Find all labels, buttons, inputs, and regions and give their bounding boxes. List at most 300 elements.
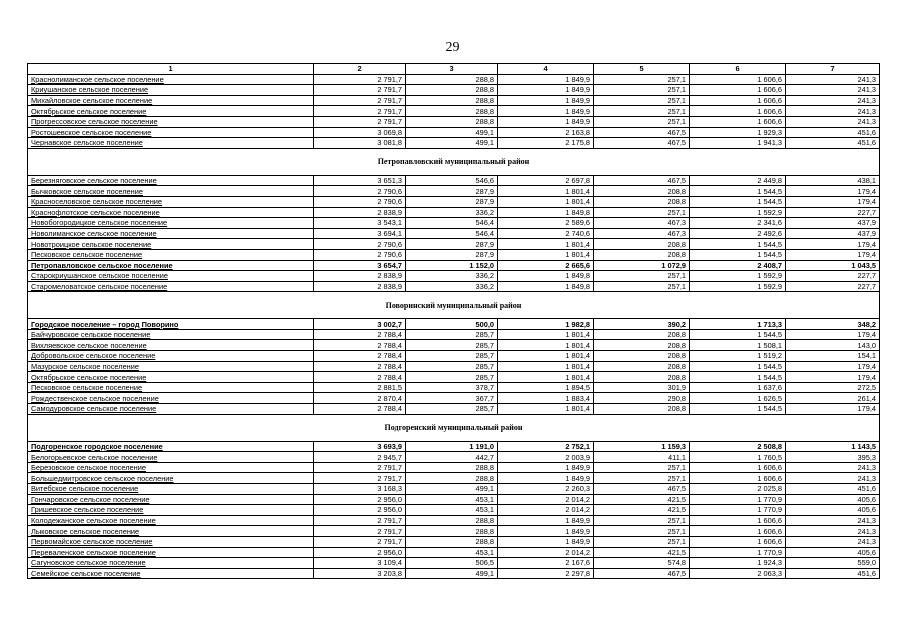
value-cell: 288,8 [406, 515, 498, 526]
value-cell: 241,3 [786, 74, 880, 85]
value-cell: 411,1 [594, 452, 690, 463]
value-cell: 467,3 [594, 218, 690, 229]
value-cell: 154,1 [786, 351, 880, 362]
table-row [28, 319, 880, 330]
value-cell: 2 014,2 [498, 505, 594, 516]
value-cell: 2 788,4 [314, 340, 406, 351]
value-cell: 1 544,5 [690, 239, 786, 250]
value-cell: 1 849,9 [498, 515, 594, 526]
value-cell: 1 801,4 [498, 404, 594, 415]
value-cell: 546,4 [406, 218, 498, 229]
value-cell: 2 492,6 [690, 228, 786, 239]
value-cell: 2 752,1 [498, 441, 594, 452]
value-cell: 1 592,9 [690, 271, 786, 282]
value-cell: 2 063,3 [690, 568, 786, 579]
value-cell: 288,8 [406, 526, 498, 537]
district-title: Подгоренский муниципальный район [28, 414, 880, 441]
settlement-name-cell: Добровольское сельское поселение [28, 351, 314, 362]
value-cell: 179,4 [786, 196, 880, 207]
value-cell: 2 790,6 [314, 249, 406, 260]
settlement-name-cell: Чернавское сельское поселение [28, 138, 314, 149]
value-cell: 257,1 [594, 271, 690, 282]
value-cell: 1 159,3 [594, 441, 690, 452]
value-cell: 2 791,7 [314, 462, 406, 473]
table-row [28, 515, 880, 526]
district-title: Поворинский муниципальный район [28, 292, 880, 319]
value-cell: 1 606,6 [690, 462, 786, 473]
value-cell: 1 883,4 [498, 393, 594, 404]
column-header: 4 [498, 64, 594, 75]
value-cell: 467,5 [594, 127, 690, 138]
value-cell: 442,7 [406, 452, 498, 463]
table-row [28, 138, 880, 149]
value-cell: 2 791,7 [314, 74, 406, 85]
value-cell: 559,0 [786, 558, 880, 569]
value-cell: 499,1 [406, 484, 498, 495]
table-row [28, 95, 880, 106]
column-number-header-row [28, 64, 880, 75]
value-cell: 208,8 [594, 340, 690, 351]
value-cell: 2 014,2 [498, 494, 594, 505]
table-row [28, 351, 880, 362]
value-cell: 241,3 [786, 536, 880, 547]
table-row [28, 393, 880, 404]
value-cell: 1 982,8 [498, 319, 594, 330]
value-cell: 179,4 [786, 249, 880, 260]
value-cell: 288,8 [406, 106, 498, 117]
value-cell: 451,6 [786, 568, 880, 579]
district-section-row [28, 414, 880, 441]
value-cell: 285,7 [406, 372, 498, 383]
value-cell: 1 801,4 [498, 372, 594, 383]
value-cell: 288,8 [406, 74, 498, 85]
value-cell: 2 838,9 [314, 271, 406, 282]
value-cell: 241,3 [786, 526, 880, 537]
value-cell: 437,9 [786, 228, 880, 239]
value-cell: 467,5 [594, 175, 690, 186]
table-row [28, 505, 880, 516]
value-cell: 437,9 [786, 218, 880, 229]
value-cell: 288,8 [406, 85, 498, 96]
value-cell: 241,3 [786, 95, 880, 106]
value-cell: 3 654,7 [314, 260, 406, 271]
value-cell: 1 770,9 [690, 505, 786, 516]
settlement-name-cell: Вихляевское сельское поселение [28, 340, 314, 351]
settlement-name-cell: Октябрьское сельское поселение [28, 106, 314, 117]
page-number: 29 [445, 40, 460, 55]
value-cell: 1 143,5 [786, 441, 880, 452]
settlement-name-cell: Прогрессовское сельское поселение [28, 116, 314, 127]
settlement-name-cell: Новобогородицкое сельское поселение [28, 218, 314, 229]
value-cell: 2 870,4 [314, 393, 406, 404]
value-cell: 2 838,9 [314, 207, 406, 218]
table-body [28, 74, 880, 579]
value-cell: 287,9 [406, 239, 498, 250]
table-row [28, 106, 880, 117]
value-cell: 2 508,8 [690, 441, 786, 452]
settlement-name-cell: Витебское сельское поселение [28, 484, 314, 495]
value-cell: 288,8 [406, 473, 498, 484]
value-cell: 179,4 [786, 361, 880, 372]
settlement-name-cell: Октябрьское сельское поселение [28, 372, 314, 383]
value-cell: 227,7 [786, 207, 880, 218]
table-row [28, 329, 880, 340]
settlement-name-cell: Подгоренское городское поселение [28, 441, 314, 452]
value-cell: 367,7 [406, 393, 498, 404]
value-cell: 257,1 [594, 462, 690, 473]
value-cell: 405,6 [786, 547, 880, 558]
table-row [28, 186, 880, 197]
value-cell: 1 801,4 [498, 329, 594, 340]
value-cell: 2 740,6 [498, 228, 594, 239]
settlement-name-cell: Рождественское сельское поселение [28, 393, 314, 404]
value-cell: 1 544,5 [690, 249, 786, 260]
table-row [28, 462, 880, 473]
table-row [28, 452, 880, 463]
value-cell: 1 713,3 [690, 319, 786, 330]
value-cell: 506,5 [406, 558, 498, 569]
settlement-name-cell: Белогорьевское сельское поселение [28, 452, 314, 463]
table-row [28, 239, 880, 250]
value-cell: 2 175,8 [498, 138, 594, 149]
value-cell: 1 606,6 [690, 473, 786, 484]
column-header: 2 [314, 64, 406, 75]
table-row [28, 218, 880, 229]
value-cell: 1 801,4 [498, 361, 594, 372]
value-cell: 421,5 [594, 505, 690, 516]
value-cell: 2 791,7 [314, 95, 406, 106]
value-cell: 1 544,5 [690, 329, 786, 340]
value-cell: 2 790,6 [314, 239, 406, 250]
value-cell: 2 167,6 [498, 558, 594, 569]
settlement-name-cell: Старомеловатское сельское поселение [28, 281, 314, 292]
value-cell: 208,8 [594, 186, 690, 197]
table-row [28, 382, 880, 393]
value-cell: 467,5 [594, 484, 690, 495]
value-cell: 2 260,3 [498, 484, 594, 495]
value-cell: 1 801,4 [498, 249, 594, 260]
value-cell: 1 191,0 [406, 441, 498, 452]
table-row [28, 127, 880, 138]
value-cell: 1 606,6 [690, 95, 786, 106]
value-cell: 378,7 [406, 382, 498, 393]
value-cell: 2 838,9 [314, 281, 406, 292]
value-cell: 1 849,9 [498, 116, 594, 127]
table-row [28, 271, 880, 282]
value-cell: 288,8 [406, 95, 498, 106]
table-row [28, 207, 880, 218]
settlement-name-cell: Краснолиманское сельское поселение [28, 74, 314, 85]
value-cell: 143,0 [786, 340, 880, 351]
value-cell: 227,7 [786, 281, 880, 292]
value-cell: 2 163,8 [498, 127, 594, 138]
value-cell: 241,3 [786, 462, 880, 473]
settlement-name-cell: Байчуровское сельское поселение [28, 329, 314, 340]
table-row [28, 281, 880, 292]
value-cell: 1 626,5 [690, 393, 786, 404]
value-cell: 208,8 [594, 361, 690, 372]
settlement-name-cell: Ростошевское сельское поселение [28, 127, 314, 138]
value-cell: 1 592,9 [690, 281, 786, 292]
value-cell: 1 544,5 [690, 196, 786, 207]
value-cell: 438,1 [786, 175, 880, 186]
value-cell: 2 408,7 [690, 260, 786, 271]
value-cell: 3 203,8 [314, 568, 406, 579]
value-cell: 1 849,9 [498, 473, 594, 484]
budget-table [27, 63, 880, 579]
value-cell: 261,4 [786, 393, 880, 404]
value-cell: 257,1 [594, 116, 690, 127]
value-cell: 2 788,4 [314, 361, 406, 372]
value-cell: 405,6 [786, 505, 880, 516]
value-cell: 1 606,6 [690, 526, 786, 537]
value-cell: 3 069,8 [314, 127, 406, 138]
value-cell: 257,1 [594, 281, 690, 292]
value-cell: 2 025,8 [690, 484, 786, 495]
value-cell: 257,1 [594, 207, 690, 218]
value-cell: 1 606,6 [690, 106, 786, 117]
table-row [28, 536, 880, 547]
value-cell: 208,8 [594, 351, 690, 362]
value-cell: 3 693,9 [314, 441, 406, 452]
value-cell: 2 589,6 [498, 218, 594, 229]
value-cell: 227,7 [786, 271, 880, 282]
value-cell: 546,4 [406, 228, 498, 239]
value-cell: 1 544,5 [690, 372, 786, 383]
value-cell: 451,6 [786, 138, 880, 149]
value-cell: 336,2 [406, 281, 498, 292]
value-cell: 285,7 [406, 351, 498, 362]
value-cell: 1 941,3 [690, 138, 786, 149]
settlement-name-cell: Переваленское сельское поселение [28, 547, 314, 558]
value-cell: 1 849,9 [498, 536, 594, 547]
value-cell: 1 849,9 [498, 85, 594, 96]
settlement-name-cell: Семейское сельское поселение [28, 568, 314, 579]
value-cell: 499,1 [406, 127, 498, 138]
value-cell: 2 697,8 [498, 175, 594, 186]
value-cell: 179,4 [786, 329, 880, 340]
value-cell: 2 790,6 [314, 196, 406, 207]
value-cell: 1 592,9 [690, 207, 786, 218]
value-cell: 1 849,8 [498, 207, 594, 218]
settlement-name-cell: Гришевское сельское поселение [28, 505, 314, 516]
value-cell: 467,5 [594, 568, 690, 579]
value-cell: 2 881,5 [314, 382, 406, 393]
value-cell: 241,3 [786, 515, 880, 526]
value-cell: 2 791,7 [314, 473, 406, 484]
value-cell: 2 791,7 [314, 106, 406, 117]
value-cell: 1 849,8 [498, 271, 594, 282]
settlement-name-cell: Колодежанское сельское поселение [28, 515, 314, 526]
value-cell: 301,9 [594, 382, 690, 393]
table-row [28, 404, 880, 415]
settlement-name-cell: Петропавловское сельское поселение [28, 260, 314, 271]
value-cell: 2 297,8 [498, 568, 594, 579]
value-cell: 499,1 [406, 138, 498, 149]
value-cell: 1 801,4 [498, 340, 594, 351]
value-cell: 257,1 [594, 95, 690, 106]
value-cell: 257,1 [594, 106, 690, 117]
settlement-name-cell: Новолиманское сельское поселение [28, 228, 314, 239]
value-cell: 2 956,0 [314, 547, 406, 558]
value-cell: 500,0 [406, 319, 498, 330]
table-row [28, 175, 880, 186]
value-cell: 257,1 [594, 473, 690, 484]
settlement-name-cell: Краснофлотское сельское поселение [28, 207, 314, 218]
settlement-name-cell: Березняговское сельское поселение [28, 175, 314, 186]
settlement-name-cell: Новотроицкое сельское поселение [28, 239, 314, 250]
value-cell: 467,3 [594, 228, 690, 239]
value-cell: 2 341,6 [690, 218, 786, 229]
table-row [28, 441, 880, 452]
value-cell: 257,1 [594, 536, 690, 547]
value-cell: 1 072,9 [594, 260, 690, 271]
value-cell: 390,2 [594, 319, 690, 330]
value-cell: 1 924,3 [690, 558, 786, 569]
value-cell: 1 770,9 [690, 547, 786, 558]
value-cell: 3 168,3 [314, 484, 406, 495]
value-cell: 288,8 [406, 462, 498, 473]
value-cell: 287,9 [406, 196, 498, 207]
value-cell: 453,1 [406, 547, 498, 558]
settlement-name-cell: Песковское сельское поселение [28, 382, 314, 393]
table-row [28, 547, 880, 558]
value-cell: 1 770,9 [690, 494, 786, 505]
settlement-name-cell: Лыковское сельское поселение [28, 526, 314, 537]
value-cell: 1 544,5 [690, 186, 786, 197]
value-cell: 208,8 [594, 372, 690, 383]
value-cell: 1 043,5 [786, 260, 880, 271]
table-row [28, 568, 880, 579]
value-cell: 546,6 [406, 175, 498, 186]
value-cell: 241,3 [786, 106, 880, 117]
value-cell: 2 790,6 [314, 186, 406, 197]
value-cell: 2 791,7 [314, 526, 406, 537]
value-cell: 1 801,4 [498, 351, 594, 362]
value-cell: 2 449,8 [690, 175, 786, 186]
value-cell: 1 849,9 [498, 462, 594, 473]
district-section-row [28, 292, 880, 319]
settlement-name-cell: Бычковское сельское поселение [28, 186, 314, 197]
value-cell: 2 791,7 [314, 536, 406, 547]
value-cell: 3 002,7 [314, 319, 406, 330]
value-cell: 208,8 [594, 329, 690, 340]
table-row [28, 526, 880, 537]
value-cell: 272,5 [786, 382, 880, 393]
value-cell: 336,2 [406, 207, 498, 218]
table-row [28, 260, 880, 271]
value-cell: 257,1 [594, 515, 690, 526]
value-cell: 499,1 [406, 568, 498, 579]
table-row [28, 372, 880, 383]
value-cell: 574,8 [594, 558, 690, 569]
value-cell: 3 651,3 [314, 175, 406, 186]
value-cell: 336,2 [406, 271, 498, 282]
value-cell: 179,4 [786, 404, 880, 415]
value-cell: 1 606,6 [690, 536, 786, 547]
value-cell: 208,8 [594, 249, 690, 260]
value-cell: 285,7 [406, 340, 498, 351]
value-cell: 2 791,7 [314, 515, 406, 526]
settlement-name-cell: Красноселовское сельское поселение [28, 196, 314, 207]
value-cell: 285,7 [406, 404, 498, 415]
table-row [28, 116, 880, 127]
value-cell: 451,6 [786, 127, 880, 138]
value-cell: 208,8 [594, 196, 690, 207]
settlement-name-cell: Большедмитровское сельское поселение [28, 473, 314, 484]
value-cell: 467,5 [594, 138, 690, 149]
value-cell: 179,4 [786, 372, 880, 383]
table-row [28, 85, 880, 96]
value-cell: 288,8 [406, 116, 498, 127]
value-cell: 208,8 [594, 239, 690, 250]
settlement-name-cell: Мазурское сельское поселение [28, 361, 314, 372]
settlement-name-cell: Песковское сельское поселение [28, 249, 314, 260]
value-cell: 1 544,5 [690, 404, 786, 415]
value-cell: 257,1 [594, 74, 690, 85]
value-cell: 257,1 [594, 526, 690, 537]
value-cell: 1 637,6 [690, 382, 786, 393]
value-cell: 285,7 [406, 361, 498, 372]
settlement-name-cell: Сагуновское сельское поселение [28, 558, 314, 569]
value-cell: 2 956,0 [314, 494, 406, 505]
value-cell: 285,7 [406, 329, 498, 340]
value-cell: 2 791,7 [314, 85, 406, 96]
table-row [28, 340, 880, 351]
column-header: 1 [28, 64, 314, 75]
district-title: Петропавловский муниципальный район [28, 148, 880, 175]
table-row [28, 484, 880, 495]
value-cell: 1 519,2 [690, 351, 786, 362]
table-row [28, 196, 880, 207]
value-cell: 1 801,4 [498, 186, 594, 197]
value-cell: 1 760,5 [690, 452, 786, 463]
value-cell: 451,6 [786, 484, 880, 495]
settlement-name-cell: Гончаровское сельское поселение [28, 494, 314, 505]
value-cell: 1 606,6 [690, 74, 786, 85]
value-cell: 2 788,4 [314, 329, 406, 340]
value-cell: 348,2 [786, 319, 880, 330]
value-cell: 1 849,9 [498, 106, 594, 117]
value-cell: 453,1 [406, 505, 498, 516]
value-cell: 1 801,4 [498, 196, 594, 207]
table-row [28, 494, 880, 505]
settlement-name-cell: Самодуровское сельское поселение [28, 404, 314, 415]
value-cell: 1 606,6 [690, 116, 786, 127]
value-cell: 1 929,3 [690, 127, 786, 138]
value-cell: 1 508,1 [690, 340, 786, 351]
value-cell: 1 849,8 [498, 281, 594, 292]
table-row [28, 473, 880, 484]
value-cell: 2 791,7 [314, 116, 406, 127]
settlement-name-cell: Первомайское сельское поселение [28, 536, 314, 547]
table-row [28, 74, 880, 85]
value-cell: 179,4 [786, 186, 880, 197]
value-cell: 421,5 [594, 494, 690, 505]
settlement-name-cell: Старокриушанское сельское поселение [28, 271, 314, 282]
value-cell: 405,6 [786, 494, 880, 505]
value-cell: 2 665,6 [498, 260, 594, 271]
value-cell: 179,4 [786, 239, 880, 250]
value-cell: 3 543,1 [314, 218, 406, 229]
table-row [28, 249, 880, 260]
value-cell: 1 152,0 [406, 260, 498, 271]
value-cell: 2 788,4 [314, 404, 406, 415]
column-header: 6 [690, 64, 786, 75]
value-cell: 1 849,9 [498, 74, 594, 85]
column-header: 7 [786, 64, 880, 75]
value-cell: 3 694,1 [314, 228, 406, 239]
